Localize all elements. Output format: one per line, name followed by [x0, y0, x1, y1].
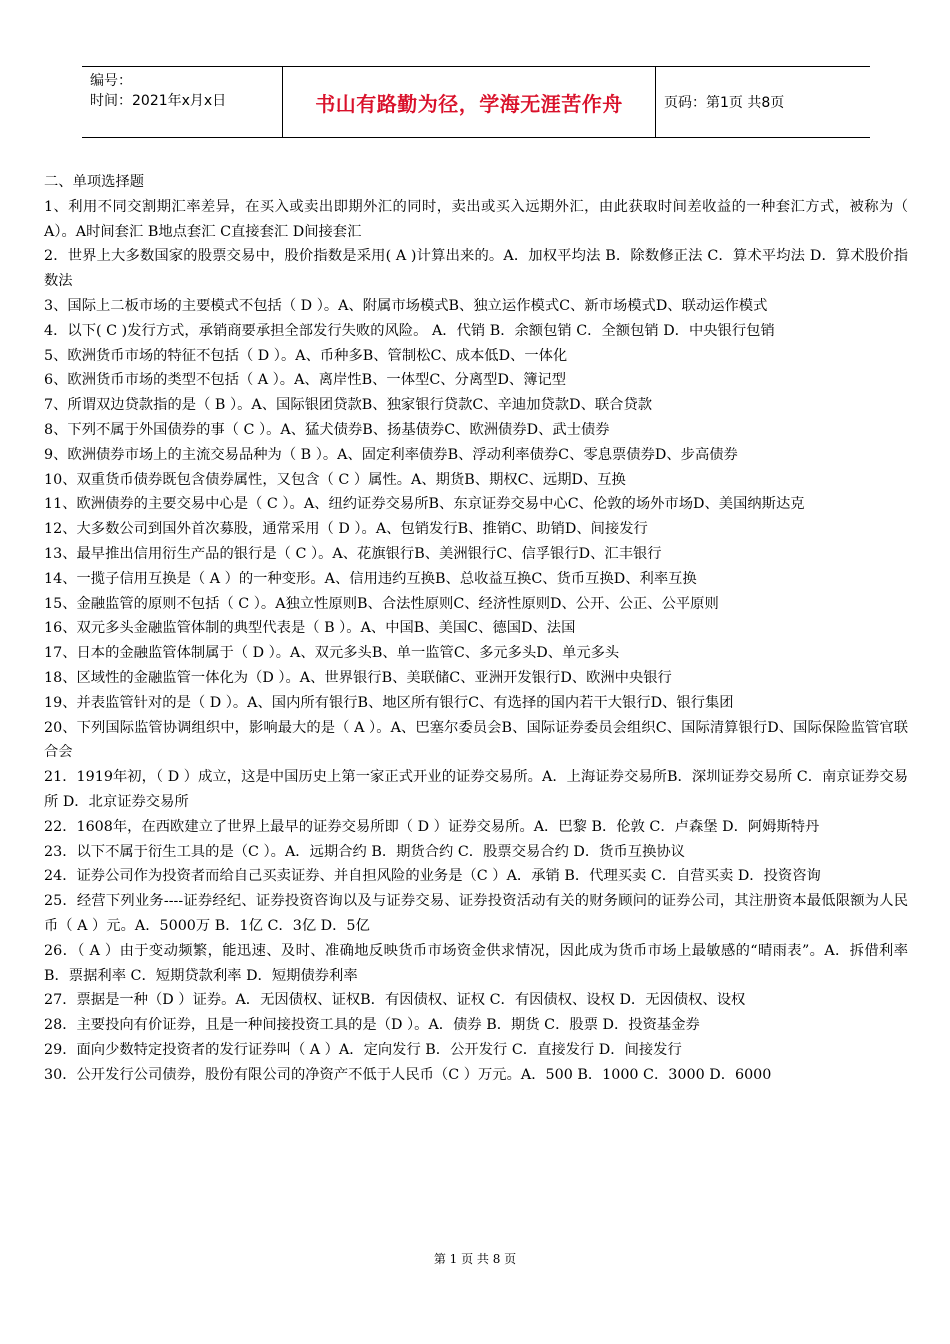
question-item: 19、并表监管针对的是（ D ）。A、国内所有银行B、地区所有银行C、有选择的国内若干大银行D、银行集团	[44, 694, 734, 711]
document-header	[82, 66, 870, 138]
page-indicator	[664, 67, 784, 137]
question-item: 1、利用不同交割期汇率差异，在买入或卖出即期外汇的同时，卖出或买入远期外汇，由此获取时间差收益的一种套汇方式，被称为（ A）。A时间套汇 B地点套汇 C直接套汇 D间接套汇	[44, 198, 908, 240]
question-item: 28．主要投向有价证券，且是一种间接投资工具的是（D ）。A．债券 B．期货 C．股票 D．投资基金券	[44, 1017, 700, 1034]
question-item: 27．票据是一种（D ）证券。A．无因债权、证权B．有因债权、证权 C．有因债权、设权 D．无因债权、设权	[44, 992, 746, 1009]
time-label: 时间：2021年x月x日	[90, 93, 227, 109]
question-item: 30．公开发行公司债券，股份有限公司的净资产不低于人民币（C ）万元。A．500 B．1000 C．3000 D．6000	[44, 1066, 772, 1083]
question-item: 7、所谓双边贷款指的是（ B ）。A、国际银团贷款B、独家银行贷款C、辛迪加贷款D、联合贷款	[44, 397, 653, 414]
question-item: 25．经营下列业务----证券经纪、证券投资咨询以及与证券交易、证券投资活动有关的财务顾问的证券公司，其注册资本最低限额为人民币（ A ）元。A．5000万 B．1亿 C．3亿 D．5亿	[44, 893, 908, 934]
question-item: 15、金融监管的原则不包括（ C ）。A独立性原则B、合法性原则C、经济性原则D、公开、公正、公平原则	[44, 595, 719, 612]
question-item: 11、欧洲债券的主要交易中心是（ C ）。A、纽约证券交易所B、东京证券交易中心C、伦敦的场外市场D、美国纳斯达克	[44, 496, 805, 513]
question-item: 20、下列国际监管协调组织中，影响最大的是（ A ）。A、巴塞尔委员会B、国际证券委员会组织C、国际清算银行D、国际保险监管官联合会	[44, 719, 908, 761]
question-item: 29．面向少数特定投资者的发行证券叫（ A ）A．定向发行 B．公开发行 C．直接发行 D．间接发行	[44, 1041, 682, 1058]
header-meta	[90, 71, 280, 111]
question-item: 5、欧洲货币市场的特征不包括（ D ）。A、币种多B、管制松C、成本低D、一体化	[44, 347, 568, 364]
page-label: 页码：第1页 共8页	[664, 95, 785, 111]
number-label: 编号：	[90, 73, 132, 89]
question-item: 6、欧洲货币市场的类型不包括（ A ）。A、离岸性B、一体型C、分离型D、簿记型	[44, 372, 567, 389]
question-item: 12、大多数公司到国外首次募股，通常采用（ D ）。A、包销发行B、推销C、助销D、间接发行	[44, 521, 648, 538]
question-item: 3、国际上二板市场的主要模式不包括（ D ）。A、附属市场模式B、独立运作模式C、新市场模式D、联动运作模式	[44, 297, 768, 314]
question-item: 16、双元多头金融监管体制的典型代表是（ B ）。A、中国B、美国C、德国D、法国	[44, 620, 576, 637]
question-item: 18、区域性的金融监管一体化为（D ）。A、世界银行B、美联储C、亚洲开发银行D、欧洲中央银行	[44, 669, 672, 686]
page-footer: 第 1 页 共 8 页	[433, 1252, 517, 1266]
question-item: 21．1919年初，（ D ）成立，这是中国历史上第一家正式开业的证券交易所。A．上海证券交易所B．深圳证券交易所 C．南京证券交易所 D．北京证券交易所	[44, 769, 908, 810]
question-item: 26．（ A ）由于变动频繁，能迅速、及时、准确地反映货币市场资金供求情况，因此成为货币市场上最敏感的“晴雨表”。A．拆借利率 B．票据利率 C．短期贷款利率 D．短期债券利率	[44, 942, 908, 984]
question-item: 9、欧洲债券市场上的主流交易品种为（ B ）。A、固定利率债券B、浮动利率债券C、零息票债券D、步高债券	[44, 446, 738, 463]
section-title: 二、单项选择题	[44, 174, 145, 190]
question-list	[44, 195, 908, 1088]
question-item: 10、双重货币债券既包含债券属性，又包含（ C ）属性。A、期货B、期权C、远期D、互换	[44, 471, 626, 488]
question-item: 22．1608年，在西欧建立了世界上最早的证券交易所即（ D ）证券交易所。A．巴黎 B．伦敦 C．卢森堡 D．阿姆斯特丹	[44, 818, 820, 835]
question-item: 2．世界上大多数国家的股票交易中，股价指数是采用( A )计算出来的。A．加权平均法 B．除数修正法 C．算术平均法 D．算术股价指数法	[44, 248, 908, 290]
question-item: 17、日本的金融监管体制属于（ D ）。A、双元多头B、单一监管C、多元多头D、单元多头	[44, 645, 620, 662]
question-item: 13、最早推出信用衍生产品的银行是（ C ）。A、花旗银行B、美洲银行C、信孚银行D、汇丰银行	[44, 545, 662, 562]
question-item: 8、下列不属于外国债券的事（ C ）。A、猛犬债券B、扬基债券C、欧洲债券D、武士债券	[44, 421, 610, 438]
question-item: 4．以下( C )发行方式，承销商要承担全部发行失败的风险。 A．代销 B．余额包销 C．全额包销 D．中央银行包销	[44, 322, 775, 339]
question-item: 23．以下不属于衍生工具的是（C ）。A．远期合约 B．期货合约 C．股票交易合约 D．货币互换协议	[44, 843, 685, 860]
motto-text: 书山有路勤为径，学海无涯苦作舟	[315, 91, 623, 116]
header-motto-cell	[282, 67, 656, 137]
question-item: 24．证券公司作为投资者而给自己买卖证券、并自担风险的业务是（C ）A．承销 B．代理买卖 C．自营买卖 D．投资咨询	[44, 868, 821, 885]
question-item: 14、一揽子信用互换是（ A ）的一种变形。A、信用违约互换B、总收益互换C、货币互换D、利率互换	[44, 570, 697, 587]
document-body	[44, 170, 908, 1087]
